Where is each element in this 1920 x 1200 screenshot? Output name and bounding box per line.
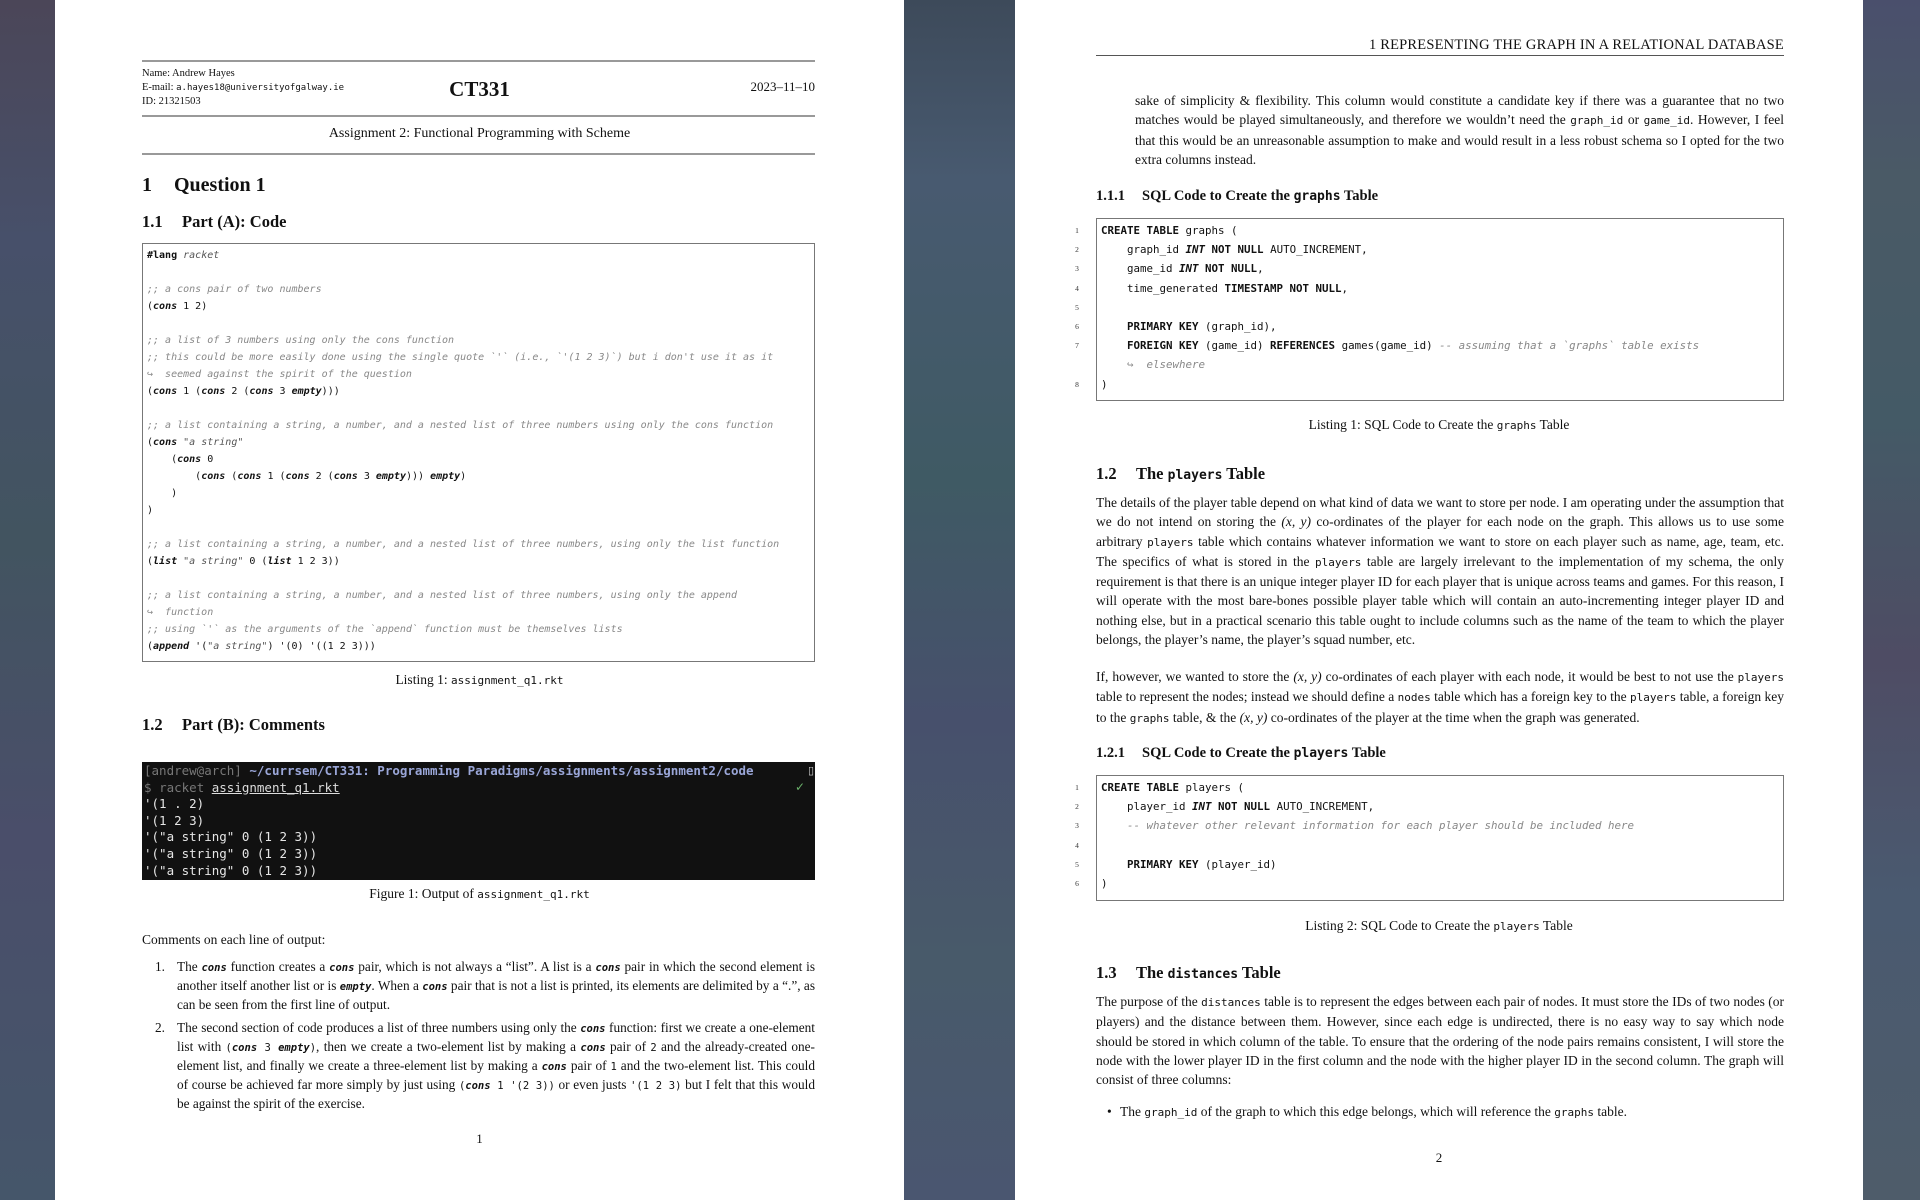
terminal-screenshot bbox=[142, 762, 815, 880]
terminal-output-line: '(1 2 3) bbox=[144, 812, 205, 828]
line-number: 4 bbox=[1075, 283, 1079, 293]
code-line bbox=[147, 570, 810, 587]
intro-paragraph: sake of simplicity & flexibility. This column would constitute a candidate key if there was a guarantee that no two matches would be played simultaneously, and therefore we wouldn’t need the graph_id or game_id. However, I feel that this would be an unreasonable assumption to make and would result in a less robust schema so I opted for the two extra columns instead. bbox=[1135, 93, 1784, 167]
author-name: Name: Andrew Hayes bbox=[142, 68, 235, 79]
line-number: 5 bbox=[1075, 302, 1079, 312]
line-number: 4 bbox=[1075, 840, 1079, 850]
document-page-1 bbox=[55, 0, 904, 1200]
page-number: 2 bbox=[1435, 1150, 1443, 1165]
code-line: ;; a cons pair of two numbers bbox=[147, 284, 322, 295]
subsubsection-heading-players-sql: 1.2.1 SQL Code to Create the players Table bbox=[1096, 745, 1386, 761]
document-date: 2023–11–10 bbox=[750, 79, 815, 94]
code-line: ;; a list containing a string, a number, and a nested list of three numbers, using only the append bbox=[147, 590, 738, 601]
code-line: ) bbox=[1101, 876, 1108, 890]
line-number: 6 bbox=[1075, 322, 1079, 331]
line-number: 6 bbox=[1075, 879, 1079, 888]
code-line: ↪ seemed against the spirit of the question bbox=[147, 369, 412, 380]
line-number: 1 bbox=[1075, 226, 1079, 235]
code-line: ;; a list of 3 numbers using only the cons function bbox=[147, 335, 455, 346]
line-number: 3 bbox=[1075, 821, 1079, 831]
code-line: ) bbox=[1101, 377, 1108, 391]
line-number: 7 bbox=[1075, 341, 1079, 351]
header-top-rule bbox=[142, 60, 815, 62]
code-line: player_id INT NOT NULL AUTO_INCREMENT, bbox=[1101, 800, 1375, 814]
code-line: ;; a list containing a string, a number, and a nested list of three numbers, using only the list function bbox=[147, 539, 780, 550]
code-line: (list "a string" 0 (list 1 2 3)) bbox=[147, 556, 340, 567]
code-line: CREATE TABLE players ( bbox=[1101, 781, 1245, 794]
code-line: (append '("a string") '(0) '((1 2 3))) bbox=[147, 641, 376, 652]
code-line: PRIMARY KEY (graph_id), bbox=[1127, 319, 1277, 333]
code-line: time_generated TIMESTAMP NOT NULL, bbox=[1101, 281, 1349, 295]
code-line bbox=[1101, 298, 1779, 317]
code-line bbox=[1101, 836, 1779, 855]
line-number: 5 bbox=[1075, 859, 1079, 869]
code-line: PRIMARY KEY (player_id) bbox=[1127, 857, 1277, 871]
running-header: 1 REPRESENTING THE GRAPH IN A RELATIONAL DATABASE bbox=[1368, 37, 1784, 53]
bullet-icon: • bbox=[1107, 1104, 1112, 1119]
header-bottom-rule bbox=[142, 153, 815, 155]
code-line bbox=[147, 264, 810, 281]
terminal-output bbox=[144, 796, 813, 879]
code-line: game_id INT NOT NULL, bbox=[1101, 262, 1264, 276]
author-email: E-mail: a.hayes18@universityofgalway.ie bbox=[142, 81, 345, 93]
code-listing-graphs-sql bbox=[1096, 218, 1784, 401]
code-line: ;; a list containing a string, a number, and a nested list of three numbers using only the cons function bbox=[147, 420, 774, 431]
terminal-command-line: $ racket assignment_q1.rkt bbox=[144, 779, 340, 795]
line-number: 3 bbox=[1075, 264, 1079, 274]
subsection-heading-part-a: 1.1 Part (A): Code bbox=[142, 212, 287, 231]
desktop-background-gap bbox=[904, 0, 1015, 1200]
author-id: ID: 21321503 bbox=[142, 96, 201, 107]
line-number: 8 bbox=[1075, 379, 1079, 389]
line-number: 1 bbox=[1075, 783, 1079, 792]
subsection-heading-players: 1.2 The players Table bbox=[1096, 464, 1266, 483]
bullet-item-graph-id: • The graph_id of the graph to which this edge belongs, which will reference the graphs table. bbox=[1120, 1102, 1780, 1122]
terminal-output-line: '("a string" 0 (1 2 3)) bbox=[144, 862, 318, 878]
terminal-output-line: '("a string" 0 (1 2 3)) bbox=[144, 845, 318, 861]
subsection-heading-distances: 1.3 The distances Table bbox=[1096, 963, 1281, 982]
code-line: #lang racket bbox=[147, 250, 220, 261]
listing-1-caption: Listing 1: assignment_q1.rkt bbox=[395, 672, 564, 687]
listing-graphs-caption: Listing 1: SQL Code to Create the graphs Table bbox=[1308, 417, 1570, 432]
code-line: ↪ function bbox=[147, 607, 214, 618]
code-line: ;; using `'` as the arguments of the `append` function must be themselves lists bbox=[147, 624, 623, 635]
running-header-rule bbox=[1096, 55, 1784, 56]
comment-item-2: 2. The second section of code produces a list of three numbers using only the cons function: first we create a one-element list with (cons 3 empty), then we create a two-element list by making a cons pair of 2 and the already-created one-element list, and finally we create a three-element list by making a cons pair of 1 and the two-element list. This could of course be achieved far more simply by just using (cons 1 '(2 3)) or even justs '(1 2 3) but I felt that this would be against the spirit of the exercise. bbox=[155, 1020, 815, 1111]
comment-item-1: 1. The cons function creates a cons pair, which is not always a “list”. A list is a cons pair in which the second element is another itself another list or is empty. When a cons pair that is not a list is printed, its elements are delimited by a “.”, as can be seen from the first line of output. bbox=[155, 959, 815, 1012]
terminal-title-line: [andrew@arch] ~/currsem/CT331: Programming Paradigms/assignments/assignment2/code bbox=[144, 763, 754, 778]
code-line: (cons 1 (cons 2 (cons 3 empty))) bbox=[147, 386, 340, 397]
figure-1-caption: Figure 1: Output of assignment_q1.rkt bbox=[369, 886, 590, 901]
code-line bbox=[147, 400, 810, 417]
cursor-icon: ▯ bbox=[807, 765, 814, 777]
desktop-background-left bbox=[0, 0, 55, 1200]
players-paragraph-2: If, however, we wanted to store the (x, y) co-ordinates of each player with each node, it would be best to not use the players table to represent the nodes; instead we should define a nodes table which has a foreign key to the players table, a foreign key to the graphs table, & the (x, y) co-ordinates of the player at the time when the graph was generated. bbox=[1096, 669, 1785, 725]
line-number: 2 bbox=[1075, 802, 1079, 812]
code-line: FOREIGN KEY (game_id) REFERENCES games(game_id) -- assuming that a `graphs` table exists bbox=[1127, 339, 1700, 353]
code-line: -- whatever other relevant information for each player should be included here bbox=[1127, 819, 1635, 833]
code-line: ;; this could be more easily done using the single quote `'` (i.e., `'(1 2 3)`) but i don't use it as it bbox=[147, 352, 774, 363]
code-line: ) bbox=[147, 505, 154, 516]
subsubsection-heading-graphs-sql: 1.1.1 SQL Code to Create the graphs Table bbox=[1096, 188, 1379, 204]
assignment-title: Assignment 2: Functional Programming with Scheme bbox=[328, 126, 631, 141]
course-code: CT331 bbox=[449, 77, 510, 101]
document-page-2 bbox=[1015, 0, 1863, 1200]
code-line: (cons (cons 1 (cons 2 (cons 3 empty))) empty) bbox=[147, 471, 467, 482]
terminal-output-line: '(1 . 2) bbox=[144, 796, 205, 812]
distances-paragraph: The purpose of the distances table is to represent the edges between each pair of nodes. It must store the IDs of two nodes (or players) and the distance between them. However, since each edge is undirected, there is no easy way to say which node should be stored in which column of the table. To ensure that the ordering of the node pairs remains consistent, I will store the node with the lower player ID in the first column and the node with the higher player ID in the second column. The graph will consist of three columns: bbox=[1096, 994, 1784, 1088]
page-number: 1 bbox=[476, 1131, 483, 1146]
code-line: (cons 1 2) bbox=[147, 301, 208, 312]
success-check-icon: ✓ bbox=[794, 780, 805, 794]
comments-intro: Comments on each line of output: bbox=[142, 932, 326, 947]
list-number: 2. bbox=[155, 1020, 165, 1035]
code-line: graph_id INT NOT NULL AUTO_INCREMENT, bbox=[1101, 243, 1368, 257]
section-heading-question-1: 1 Question 1 bbox=[142, 174, 266, 196]
code-line bbox=[147, 519, 810, 536]
code-line: CREATE TABLE graphs ( bbox=[1101, 224, 1238, 237]
code-line: (cons "a string" bbox=[147, 437, 244, 448]
code-line: ↪ elsewhere bbox=[1101, 358, 1206, 372]
line-number: 2 bbox=[1075, 245, 1079, 255]
code-line: (cons 0 bbox=[147, 454, 214, 465]
code-listing-players-sql bbox=[1096, 775, 1784, 901]
code-line bbox=[147, 315, 810, 332]
subsection-heading-part-b: 1.2 Part (B): Comments bbox=[142, 715, 325, 734]
listing-players-caption: Listing 2: SQL Code to Create the players Table bbox=[1305, 918, 1573, 933]
desktop-background-right bbox=[1863, 0, 1920, 1200]
players-paragraph-1: The details of the player table depend on what kind of data we want to store per node. I am operating under the assumption that we do not intend on storing the (x, y) co-ordinates of the player for each node on the graph. This allows us to use some arbitrary players table which contains whatever information we want to store on each player such as name, age, team, etc. The specifics of what is stored in the players table are largely irrelevant to the implementation of my schema, the only requirement is that there is an unique integer player ID for each player that is unique across teams and games. For this reason, I will operate with the most bare-bones possible player table which will contain an auto-incrementing integer player ID and nothing else, but in a practical scenario this table ought to include columns such as the name of the team to which the player belongs, the player’s name, the player’s squad number, etc. bbox=[1096, 495, 1784, 648]
terminal-output-line: '("a string" 0 (1 2 3)) bbox=[144, 829, 318, 845]
header-middle-rule bbox=[142, 115, 815, 117]
code-listing-racket bbox=[142, 243, 815, 662]
list-number: 1. bbox=[155, 959, 165, 974]
code-line: ) bbox=[147, 488, 178, 499]
